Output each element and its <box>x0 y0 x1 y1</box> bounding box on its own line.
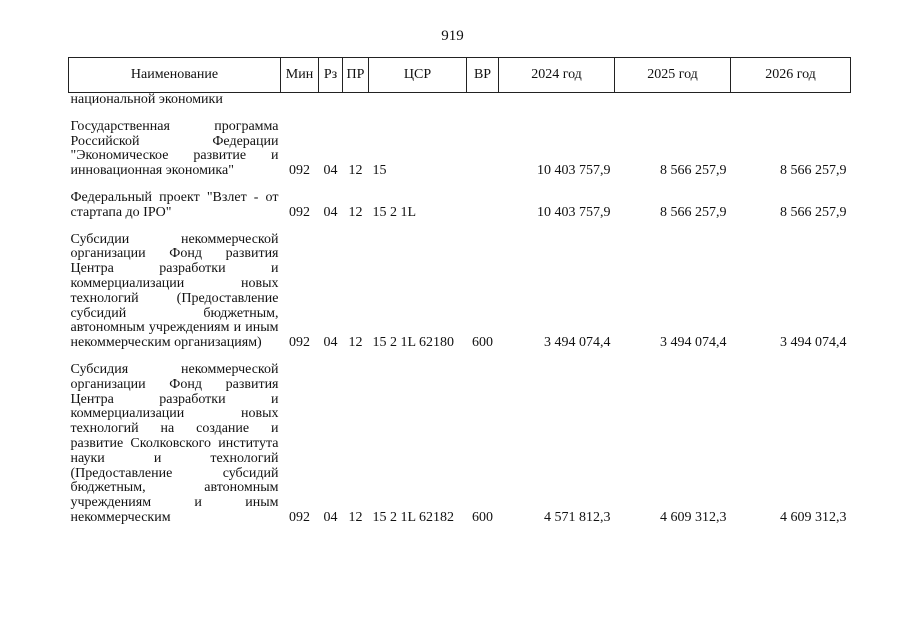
row-pr: 12 <box>348 335 363 351</box>
header-2026: 2026 год <box>731 58 851 93</box>
table-header-row <box>69 58 851 93</box>
row-name: Субсидии некоммерческой организации Фонд развития Центра разработки и коммерциализации новых технологий (Предоставление субсидий бюджетным, автономным учреждениям и иным некоммерческим организациям) <box>70 231 279 351</box>
row-2025: 3 494 074,4 <box>660 335 727 351</box>
row-min: 092 <box>289 509 310 525</box>
row-2026: 4 609 312,3 <box>780 509 847 525</box>
row-name: национальной экономики <box>70 92 223 107</box>
header-2025: 2025 год <box>615 58 731 93</box>
row-rz: 04 <box>323 509 338 525</box>
header-2024: 2024 год <box>499 58 615 93</box>
row-rz: 04 <box>323 163 338 179</box>
row-min: 092 <box>289 335 310 351</box>
row-vr <box>467 120 499 179</box>
row-rz <box>319 93 343 108</box>
row-csr: 15 2 1L 62180 <box>372 335 455 351</box>
row-vr <box>467 191 499 221</box>
row-min: 092 <box>289 204 310 220</box>
row-2024: 4 571 812,3 <box>544 509 611 525</box>
budget-table <box>68 57 851 526</box>
row-2025: 8 566 257,9 <box>660 163 727 179</box>
table-row <box>69 191 851 221</box>
row-2026 <box>731 93 851 108</box>
row-name: Субсидия некоммерческой организации Фонд развития Центра разработки и коммерциализации новых технологий на создание и развитие Сколковского института науки и технологий (Предоставление субсидий бюджетным, автономным учреждениям и иным некоммерческим <box>70 361 279 525</box>
row-2024: 3 494 074,4 <box>544 335 611 351</box>
table-row <box>69 120 851 179</box>
table-row <box>69 363 851 526</box>
row-rz: 04 <box>323 204 338 220</box>
row-2024: 10 403 757,9 <box>537 204 611 220</box>
table-row <box>69 93 851 108</box>
row-name: Государственная программа Российской Федерации "Экономическое развитие и инновационная экономика" <box>70 118 279 179</box>
header-name: Наименование <box>69 58 281 93</box>
header-min: Мин <box>281 58 319 93</box>
row-vr: 600 <box>472 509 493 525</box>
row-2026: 3 494 074,4 <box>780 335 847 351</box>
row-rz: 04 <box>323 335 338 351</box>
row-csr <box>369 93 467 108</box>
row-pr <box>343 93 369 108</box>
row-pr: 12 <box>348 163 363 179</box>
page-number: 919 <box>441 28 464 44</box>
row-name: Федеральный проект "Взлет - от стартапа до IPO" <box>70 189 279 220</box>
row-2025: 4 609 312,3 <box>660 509 727 525</box>
header-vr: ВР <box>467 58 499 93</box>
row-2025 <box>615 93 731 108</box>
row-csr: 15 2 1L 62182 <box>372 509 455 525</box>
row-2026: 8 566 257,9 <box>780 204 847 220</box>
row-vr: 600 <box>472 335 493 351</box>
row-2026: 8 566 257,9 <box>780 163 847 179</box>
row-pr: 12 <box>348 509 363 525</box>
header-csr: ЦСР <box>369 58 467 93</box>
row-vr <box>467 93 499 108</box>
row-csr: 15 <box>372 163 387 179</box>
row-2025: 8 566 257,9 <box>660 204 727 220</box>
row-csr: 15 2 1L <box>372 204 417 220</box>
row-min: 092 <box>289 163 310 179</box>
row-2024: 10 403 757,9 <box>537 163 611 179</box>
row-2024 <box>499 93 615 108</box>
table-row <box>69 233 851 351</box>
row-pr: 12 <box>348 204 363 220</box>
row-min <box>281 93 319 108</box>
header-rz: Рз <box>319 58 343 93</box>
header-pr: ПР <box>343 58 369 93</box>
